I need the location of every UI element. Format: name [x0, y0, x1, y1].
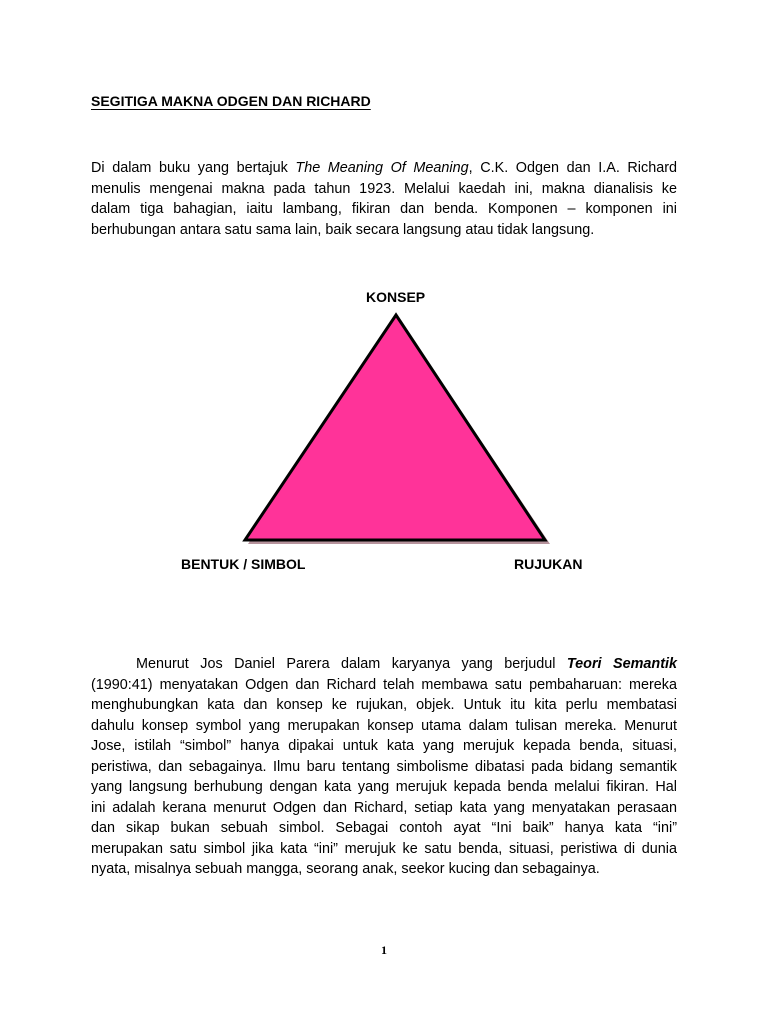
- text-line: ini adalah kerana menurut Odgen dan Richard, setiap kata yang menyatakan perasaan: [91, 799, 677, 816]
- text-line: yang langsung berhubung dengan kata yang merujuk kepada benda melalui fikiran. Hal: [91, 779, 677, 795]
- text-line: [91, 158, 677, 179]
- text-line: dalam tiga bahagian, iaitu lambang, fikiran dan benda. Komponen – komponen ini: [91, 201, 677, 217]
- book-title: Teori Semantik: [566, 656, 678, 672]
- meaning-triangle: [245, 315, 545, 540]
- parera-paragraph: [91, 654, 677, 880]
- semiotic-triangle-diagram: [236, 308, 558, 550]
- diagram-label-bentuk-simbol: BENTUK / SIMBOL: [181, 556, 306, 572]
- text-line: (1990:41) menyatakan Odgen dan Richard telah membawa satu pembaharuan: mereka: [91, 676, 677, 693]
- page-number: 1: [381, 943, 387, 957]
- diagram-label-konsep: KONSEP: [366, 289, 426, 305]
- text-line: merupakan satu simbol jika kata “ini” merujuk ke satu benda, situasi, peristiwa di dunia: [91, 840, 677, 857]
- diagram-label-rujukan: RUJUKAN: [514, 556, 583, 572]
- text-run: Menurut Jos Daniel Parera dalam karyanya yang berjudul: [136, 656, 567, 672]
- text-line: dan sikap bukan sebuah simbol. Sebagai contoh ayat “Ini baik” hanya kata “ini”: [91, 820, 677, 836]
- text-line: menghubungkan kata dan konsep ke rujukan, objek. Untuk itu kita perlu membatasi: [91, 697, 677, 713]
- text-run: , C.K. Odgen dan I.A. Richard: [468, 160, 678, 176]
- text-line: berhubungan antara satu sama lain, baik secara langsung atau tidak langsung.: [91, 221, 595, 238]
- page-title: SEGITIGA MAKNA ODGEN DAN RICHARD: [91, 93, 371, 109]
- book-title: The Meaning Of Meaning: [295, 160, 469, 176]
- text-run: Di dalam buku yang bertajuk: [91, 160, 296, 176]
- intro-paragraph: [91, 158, 677, 240]
- text-line: [91, 654, 677, 675]
- text-line: nyata, misalnya sebuah mangga, seorang anak, seekor kucing dan sebagainya.: [91, 861, 600, 877]
- text-line: dahulu konsep symbol yang merupakan konsep utama dalam tulisan mereka. Menurut: [91, 717, 677, 734]
- triangle-svg: [236, 308, 558, 550]
- text-line: peristiwa, dan sebagainya. Ilmu baru tentang simbolisme dibatasi pada bidang semantik: [91, 758, 677, 775]
- text-line: menulis mengenai makna pada tahun 1923. Melalui kaedah ini, makna dianalisis ke: [91, 180, 677, 197]
- text-line: Jose, istilah “simbol” hanya dipakai untuk kata yang merujuk kepada benda, situasi,: [91, 738, 677, 754]
